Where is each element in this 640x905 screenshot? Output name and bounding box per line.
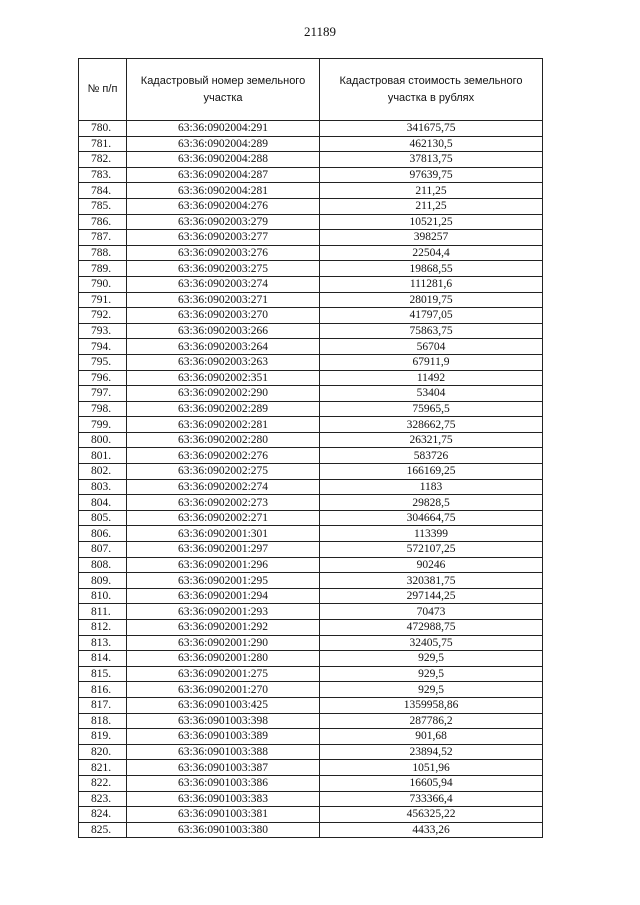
- cell-cadastral-number: 63:36:0902001:296: [127, 557, 320, 573]
- table-row: [79, 323, 543, 339]
- cell-cadastral-value: 166169,25: [320, 464, 543, 480]
- cell-cadastral-number: 63:36:0902004:281: [127, 183, 320, 199]
- cell-cadastral-value: 97639,75: [320, 167, 543, 183]
- cell-cadastral-value: 320381,75: [320, 573, 543, 589]
- cell-number: 814.: [79, 651, 127, 667]
- cell-number: 796.: [79, 370, 127, 386]
- cell-cadastral-value: 472988,75: [320, 620, 543, 636]
- cell-cadastral-number: 63:36:0902003:276: [127, 245, 320, 261]
- cell-cadastral-number: 63:36:0902001:301: [127, 526, 320, 542]
- table-row: [79, 261, 543, 277]
- table-row: [79, 167, 543, 183]
- cell-number: 782.: [79, 152, 127, 168]
- cell-cadastral-value: 1183: [320, 479, 543, 495]
- cell-cadastral-number: 63:36:0902002:351: [127, 370, 320, 386]
- cell-cadastral-number: 63:36:0902003:264: [127, 339, 320, 355]
- table-row: [79, 791, 543, 807]
- cell-cadastral-value: 287786,2: [320, 713, 543, 729]
- cell-number: 804.: [79, 495, 127, 511]
- cell-cadastral-value: 456325,22: [320, 807, 543, 823]
- cell-cadastral-number: 63:36:0902002:275: [127, 464, 320, 480]
- cell-cadastral-number: 63:36:0902002:273: [127, 495, 320, 511]
- cell-number: 823.: [79, 791, 127, 807]
- table-row: [79, 542, 543, 558]
- cell-cadastral-number: 63:36:0902001:297: [127, 542, 320, 558]
- cell-cadastral-value: 1051,96: [320, 760, 543, 776]
- cell-cadastral-value: 75965,5: [320, 401, 543, 417]
- cell-number: 820.: [79, 744, 127, 760]
- table-row: [79, 183, 543, 199]
- cell-number: 801.: [79, 448, 127, 464]
- table-row: [79, 807, 543, 823]
- cell-number: 813.: [79, 635, 127, 651]
- cell-cadastral-number: 63:36:0901003:388: [127, 744, 320, 760]
- cell-number: 799.: [79, 417, 127, 433]
- table-row: [79, 651, 543, 667]
- table-row: [79, 417, 543, 433]
- cell-cadastral-value: 10521,25: [320, 214, 543, 230]
- cell-cadastral-value: 929,5: [320, 651, 543, 667]
- table-row: [79, 401, 543, 417]
- header-number: № п/п: [79, 59, 127, 121]
- table-row: [79, 230, 543, 246]
- table-row: [79, 152, 543, 168]
- cell-cadastral-value: 32405,75: [320, 635, 543, 651]
- cell-cadastral-number: 63:36:0902004:291: [127, 121, 320, 137]
- cell-number: 797.: [79, 386, 127, 402]
- cell-cadastral-value: 4433,26: [320, 822, 543, 838]
- cell-number: 789.: [79, 261, 127, 277]
- cell-cadastral-number: 63:36:0902002:276: [127, 448, 320, 464]
- table-row: [79, 744, 543, 760]
- cell-cadastral-value: 304664,75: [320, 510, 543, 526]
- cell-cadastral-number: 63:36:0901003:389: [127, 729, 320, 745]
- cell-number: 806.: [79, 526, 127, 542]
- cell-cadastral-number: 63:36:0902003:277: [127, 230, 320, 246]
- cell-cadastral-number: 63:36:0901003:398: [127, 713, 320, 729]
- cell-number: 810.: [79, 588, 127, 604]
- table-row: [79, 620, 543, 636]
- cell-cadastral-value: 19868,55: [320, 261, 543, 277]
- cell-cadastral-value: 211,25: [320, 183, 543, 199]
- table-row: [79, 464, 543, 480]
- cell-cadastral-value: 70473: [320, 604, 543, 620]
- cell-number: 825.: [79, 822, 127, 838]
- table-row: [79, 136, 543, 152]
- cell-cadastral-number: 63:36:0902002:271: [127, 510, 320, 526]
- table-row: [79, 214, 543, 230]
- cell-number: 781.: [79, 136, 127, 152]
- cell-number: 824.: [79, 807, 127, 823]
- cell-cadastral-value: 929,5: [320, 682, 543, 698]
- cell-number: 786.: [79, 214, 127, 230]
- cell-number: 812.: [79, 620, 127, 636]
- cell-cadastral-value: 75863,75: [320, 323, 543, 339]
- cell-number: 807.: [79, 542, 127, 558]
- cell-cadastral-number: 63:36:0902001:275: [127, 666, 320, 682]
- table-body: [79, 121, 543, 838]
- page-number: 21189: [303, 24, 337, 39]
- cell-cadastral-value: 11492: [320, 370, 543, 386]
- table-row: [79, 775, 543, 791]
- table-header-row: [79, 59, 543, 121]
- cell-cadastral-value: 16605,94: [320, 775, 543, 791]
- table-row: [79, 729, 543, 745]
- table-row: [79, 510, 543, 526]
- cell-cadastral-value: 26321,75: [320, 432, 543, 448]
- cell-cadastral-value: 328662,75: [320, 417, 543, 433]
- cell-cadastral-number: 63:36:0902001:295: [127, 573, 320, 589]
- cell-cadastral-value: 111281,6: [320, 276, 543, 292]
- header-cadastral-value: Кадастровая стоимость земельного участка в рублях: [320, 59, 543, 121]
- cell-number: 792.: [79, 308, 127, 324]
- cell-cadastral-number: 63:36:0902001:290: [127, 635, 320, 651]
- cell-cadastral-number: 63:36:0902001:280: [127, 651, 320, 667]
- cell-number: 822.: [79, 775, 127, 791]
- cell-number: 818.: [79, 713, 127, 729]
- table-row: [79, 245, 543, 261]
- table-row: [79, 495, 543, 511]
- cell-number: 800.: [79, 432, 127, 448]
- cell-cadastral-value: 41797,05: [320, 308, 543, 324]
- cell-cadastral-value: 28019,75: [320, 292, 543, 308]
- cell-cadastral-number: 63:36:0901003:380: [127, 822, 320, 838]
- cell-number: 805.: [79, 510, 127, 526]
- cell-cadastral-number: 63:36:0902002:289: [127, 401, 320, 417]
- table-row: [79, 198, 543, 214]
- table-row: [79, 588, 543, 604]
- cell-number: 803.: [79, 479, 127, 495]
- cell-cadastral-number: 63:36:0902003:263: [127, 354, 320, 370]
- table-row: [79, 448, 543, 464]
- cell-cadastral-value: 90246: [320, 557, 543, 573]
- cell-cadastral-number: 63:36:0902003:271: [127, 292, 320, 308]
- cell-cadastral-number: 63:36:0901003:386: [127, 775, 320, 791]
- cell-cadastral-number: 63:36:0901003:381: [127, 807, 320, 823]
- cadastral-value-table: [78, 58, 543, 838]
- cell-number: 783.: [79, 167, 127, 183]
- cell-cadastral-number: 63:36:0902001:293: [127, 604, 320, 620]
- cell-number: 802.: [79, 464, 127, 480]
- cell-cadastral-value: 211,25: [320, 198, 543, 214]
- table-row: [79, 370, 543, 386]
- cell-number: 793.: [79, 323, 127, 339]
- table-row: [79, 432, 543, 448]
- cell-cadastral-value: 398257: [320, 230, 543, 246]
- cell-cadastral-number: 63:36:0902003:266: [127, 323, 320, 339]
- cell-cadastral-number: 63:36:0902004:287: [127, 167, 320, 183]
- cell-cadastral-value: 29828,5: [320, 495, 543, 511]
- cell-cadastral-value: 462130,5: [320, 136, 543, 152]
- cell-cadastral-value: 583726: [320, 448, 543, 464]
- cell-cadastral-number: 63:36:0902003:270: [127, 308, 320, 324]
- cell-cadastral-number: 63:36:0902004:289: [127, 136, 320, 152]
- cell-cadastral-value: 901,68: [320, 729, 543, 745]
- cell-cadastral-value: 572107,25: [320, 542, 543, 558]
- cell-number: 817.: [79, 697, 127, 713]
- cell-cadastral-number: 63:36:0902001:270: [127, 682, 320, 698]
- cell-cadastral-number: 63:36:0902002:290: [127, 386, 320, 402]
- table-row: [79, 339, 543, 355]
- cell-number: 819.: [79, 729, 127, 745]
- table-row: [79, 354, 543, 370]
- cell-cadastral-number: 63:36:0901003:387: [127, 760, 320, 776]
- cell-number: 821.: [79, 760, 127, 776]
- cell-cadastral-number: 63:36:0902002:280: [127, 432, 320, 448]
- cell-number: 790.: [79, 276, 127, 292]
- cell-number: 811.: [79, 604, 127, 620]
- cell-number: 816.: [79, 682, 127, 698]
- cell-cadastral-number: 63:36:0902001:292: [127, 620, 320, 636]
- cell-cadastral-value: 929,5: [320, 666, 543, 682]
- table-row: [79, 573, 543, 589]
- cell-cadastral-number: 63:36:0902002:274: [127, 479, 320, 495]
- cell-number: 785.: [79, 198, 127, 214]
- cell-cadastral-number: 63:36:0902003:275: [127, 261, 320, 277]
- table-row: [79, 121, 543, 137]
- cell-cadastral-number: 63:36:0902004:276: [127, 198, 320, 214]
- cell-number: 809.: [79, 573, 127, 589]
- cell-cadastral-value: 37813,75: [320, 152, 543, 168]
- cell-cadastral-number: 63:36:0901003:425: [127, 697, 320, 713]
- header-cadastral-number: Кадастровый номер земельного участка: [127, 59, 320, 121]
- table-row: [79, 682, 543, 698]
- cell-cadastral-value: 733366,4: [320, 791, 543, 807]
- table-row: [79, 604, 543, 620]
- cell-cadastral-number: 63:36:0902001:294: [127, 588, 320, 604]
- table-row: [79, 697, 543, 713]
- cell-number: 791.: [79, 292, 127, 308]
- table-row: [79, 386, 543, 402]
- table-row: [79, 557, 543, 573]
- table-row: [79, 713, 543, 729]
- cell-cadastral-number: 63:36:0902002:281: [127, 417, 320, 433]
- cell-cadastral-number: 63:36:0902004:288: [127, 152, 320, 168]
- cell-number: 780.: [79, 121, 127, 137]
- cell-cadastral-number: 63:36:0902003:274: [127, 276, 320, 292]
- table-row: [79, 292, 543, 308]
- cell-cadastral-value: 67911,9: [320, 354, 543, 370]
- table-row: [79, 635, 543, 651]
- cell-cadastral-number: 63:36:0902003:279: [127, 214, 320, 230]
- cell-cadastral-value: 53404: [320, 386, 543, 402]
- cell-number: 798.: [79, 401, 127, 417]
- cell-number: 795.: [79, 354, 127, 370]
- cell-cadastral-value: 341675,75: [320, 121, 543, 137]
- cell-cadastral-value: 56704: [320, 339, 543, 355]
- cell-cadastral-value: 113399: [320, 526, 543, 542]
- table-row: [79, 822, 543, 838]
- cell-number: 788.: [79, 245, 127, 261]
- cell-number: 815.: [79, 666, 127, 682]
- cell-number: 784.: [79, 183, 127, 199]
- table-row: [79, 479, 543, 495]
- cell-cadastral-value: 22504,4: [320, 245, 543, 261]
- table-row: [79, 308, 543, 324]
- cell-number: 808.: [79, 557, 127, 573]
- cell-number: 787.: [79, 230, 127, 246]
- table-row: [79, 276, 543, 292]
- cell-cadastral-value: 297144,25: [320, 588, 543, 604]
- cell-cadastral-value: 1359958,86: [320, 697, 543, 713]
- table-row: [79, 760, 543, 776]
- table-row: [79, 526, 543, 542]
- table-row: [79, 666, 543, 682]
- cell-number: 794.: [79, 339, 127, 355]
- cell-cadastral-value: 23894,52: [320, 744, 543, 760]
- cell-cadastral-number: 63:36:0901003:383: [127, 791, 320, 807]
